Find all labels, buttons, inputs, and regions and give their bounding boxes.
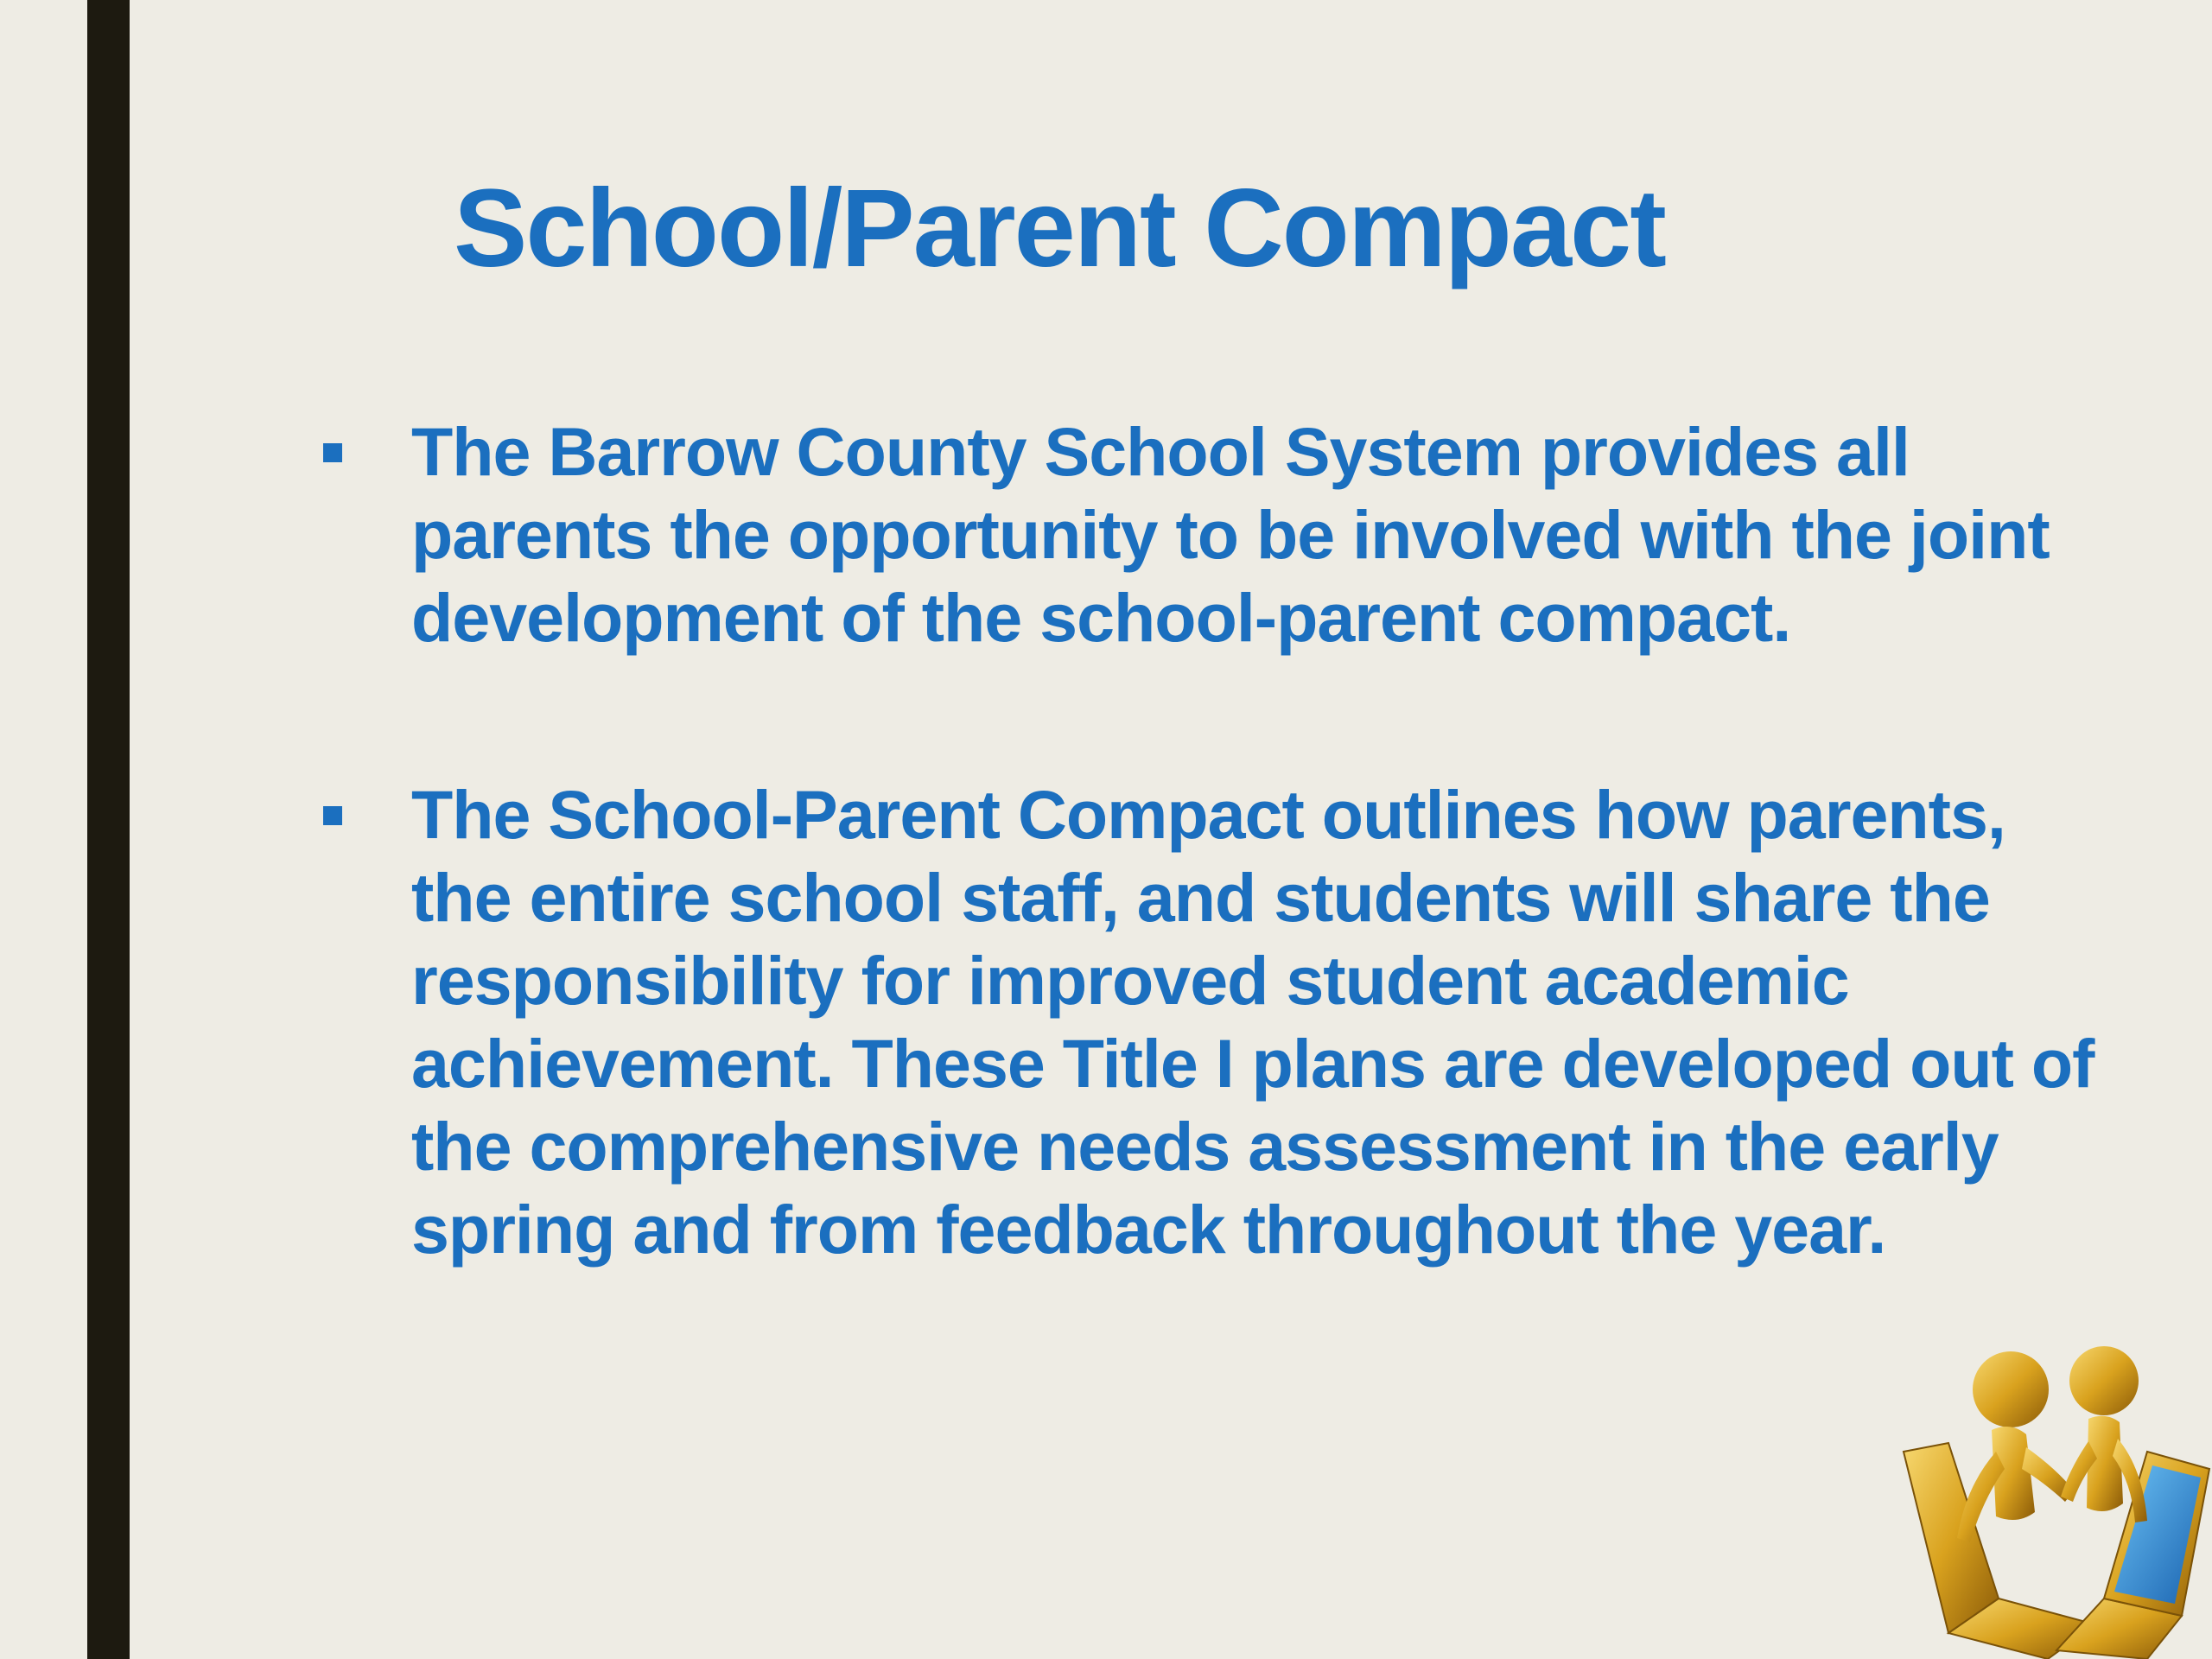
left-accent-bar	[87, 0, 130, 1659]
bullet-item	[320, 410, 2100, 659]
bullet-list	[320, 410, 2100, 1271]
square-bullet-icon	[323, 443, 342, 462]
gold-figures-laptop-handshake-icon	[1897, 1339, 2212, 1659]
right-figure-head	[2069, 1346, 2139, 1415]
bullet-item	[320, 773, 2100, 1271]
square-bullet-icon	[323, 806, 342, 825]
bullet-text: The School-Parent Compact outlines how parents, the entire school staff, and students will share the responsibility for improved student academic achievement. These Title I plans are developed out of the comprehensive needs assessment in the early spring and from feedback throughout the year.	[411, 776, 2094, 1268]
slide-title: School/Parent Compact	[454, 167, 1665, 290]
bullet-text: The Barrow County School System provides all parents the opportunity to be involved with the joint development of the school-parent compact.	[411, 413, 2050, 656]
left-figure-head	[1973, 1351, 2049, 1427]
